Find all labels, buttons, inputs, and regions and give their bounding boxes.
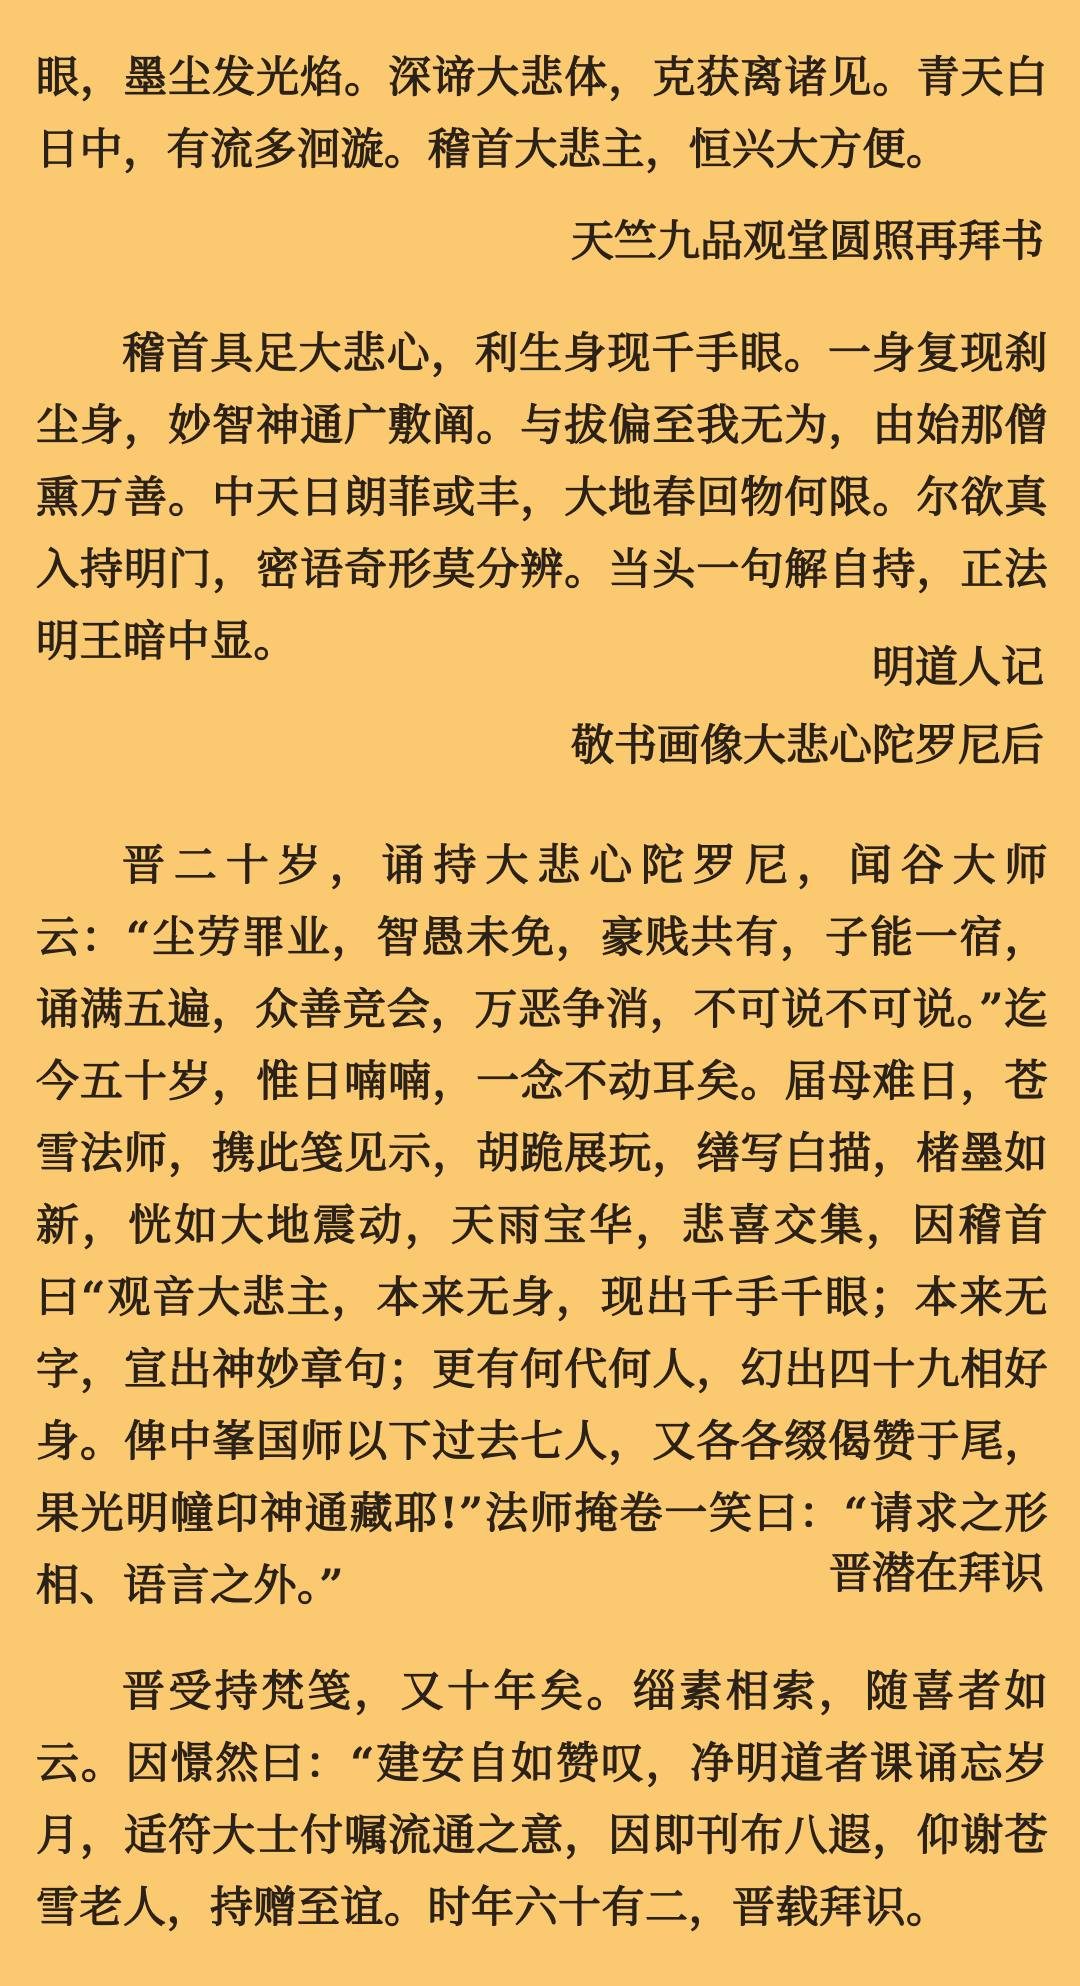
signature-4: 晋潜在拜识 [829, 1549, 1044, 1599]
signature-3: 敬书画像大悲心陀罗尼后 [571, 721, 1044, 771]
signature-2: 明道人记 [872, 643, 1044, 693]
verse-paragraph-1: 眼，墨尘发光焰。深谛大悲体，克获离诸见。青天白日中，有流多洄漩。稽首大悲主，恒兴大方便。 [36, 53, 1048, 175]
verse-paragraph-2: 稽首具足大悲心，利生身现千手眼。一身复现刹尘身，妙智神通广敷阐。与拔偏至我无为，由始那僧熏万善。中天日朗菲或丰，大地春回物何限。尔欲真入持明门，密语奇形莫分辨。当头一句解自持，正法明王暗中显。 [36, 329, 1048, 667]
prose-paragraph-4: 晋受持梵笺，又十年矣。缁素相索，随喜者如云。因憬然曰：“建安自如赞叹，净明道者课诵忘岁月，适符大士付嘱流通之意，因即刊布八遐，仰谢苍雪老人，持赠至谊。时年六十有二，晋载拜识。 [36, 1667, 1048, 1933]
signature-1: 天竺九品观堂圆照再拜书 [571, 217, 1044, 267]
prose-paragraph-3: 晋二十岁，诵持大悲心陀罗尼，闻谷大师云：“尘劳罪业，智愚未免，豪贱共有，子能一宿，诵满五遍，众善竞会，万恶争消，不可说不可说。”迄今五十岁，惟日喃喃，一念不动耳矣。届母难日，苍雪法师，携此笺见示，胡跪展玩，缮写白描，楮墨如新，恍如大地震动，天雨宝华，悲喜交集，因稽首曰“观音大悲主，本来无身，现出千手千眼；本来无字，宣出神妙章句；更有何代何人，幻出四十九相好身。俾中峯国师以下过去七人，又各各缀偈赞于尾，果光明幢印神通藏耶!”法师掩卷一笑曰：“请求之形相、语言之外。” [36, 841, 1048, 1611]
